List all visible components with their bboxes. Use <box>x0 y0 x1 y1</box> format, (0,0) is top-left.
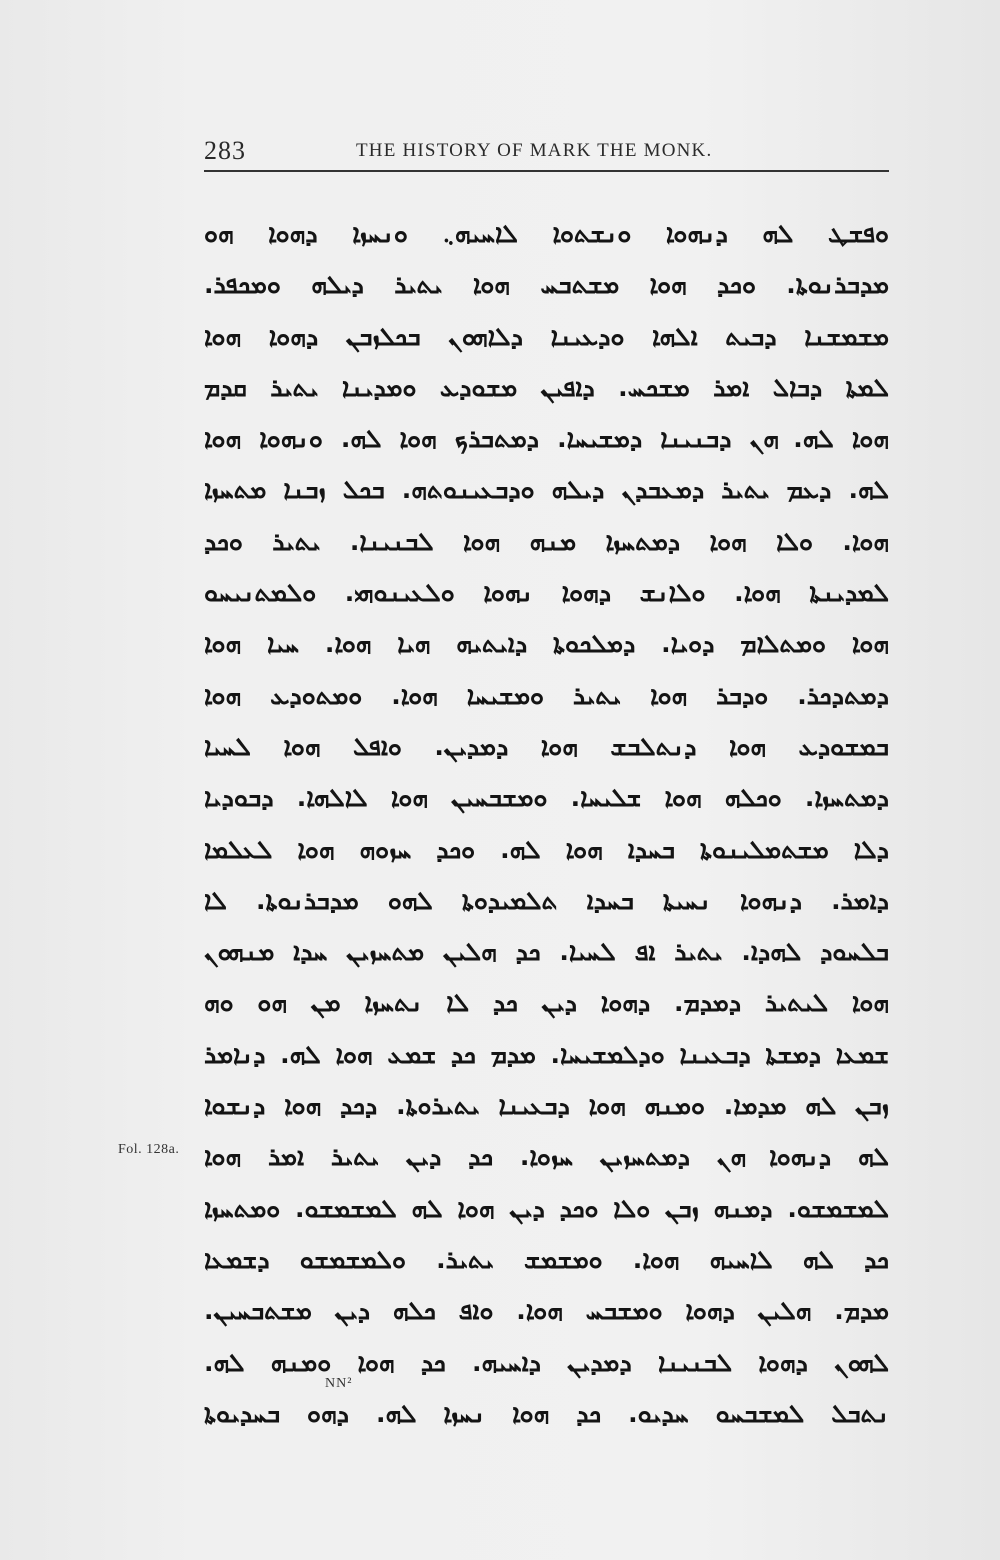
text-line: ܠܗ ܕܢܗܘܐ ܗܢ ܕܡܬܚܙܝܢ ܚܙܘܐ. ܟܕ ܕܝܢ ܝܬܝܪ ܐܡܪ ܗܘܐ <box>204 1142 889 1172</box>
text-line: ܡܫܡܫܢܐ ܕܒܝܬ ܐܠܗܐ ܘܕܥܝܢܐ ܕܠܐܗܘܢ ܒܟܠܙܒܢ ܕܗܘܐ ܗܘܐ <box>204 321 889 351</box>
text-line: ܙܒܢ ܠܗ ܡܕܡܐ. ܘܡܢܗ ܗܘܐ ܕܒܥܝܢܐ ܝܬܝܪܘܬܐ. ܕܟܕ ܗܘܐ ܕܢܫܘܐ <box>204 1091 889 1121</box>
text-line: ܠܗ. ܕܥܡ ܝܬܝܪ ܕܡܥܒܕܢ ܕܝܠܗ ܘܕܒܥܝܢܘܬܗ. ܒܟܠ ܙܒܢܐ ܡܬܚܙܐ <box>204 475 889 505</box>
signature-mark: NN² <box>325 1376 353 1391</box>
text-line: ܗܘܐ ܘܡܬܠܐܡ ܕܘܝܐ. ܕܡܠܟܘܬܐ ܕܐܝܬܝܗ ܗܝܐ ܗܘܐ. ܚܝܐ ܗܘܐ <box>204 629 889 659</box>
text-line: ܫܡܥܐ ܕܡܫܬܐ ܕܒܥܝܢܐ ܘܕܠܡܫܝܚܐ. ܡܕܡ ܟܕ ܫܡܥ ܗܘܐ ܠܗ. ܕܢܐܡܪ <box>204 1039 889 1069</box>
text-line: ܡܕܡ. ܗܠܝܢ ܕܗܘܐ ܘܡܫܒܚ ܗܘܐ. ܘܐܦ ܟܠܗ ܕܝܢ ܡܫܬܒܚܝܢ. <box>204 1296 889 1326</box>
page-header <box>204 128 889 168</box>
text-line: ܒܠܚܘܕ ܠܗܕܐ. ܝܬܝܪ ܐܦ ܠܚܝܐ. ܟܕ ܗܠܝܢ ܡܬܚܙܝܢ ܚܕܐ ܡܢܗܘܢ <box>204 937 889 967</box>
text-line: ܕܡܬܚܙܐ. ܘܟܠܗ ܗܘܐ ܫܠܝܚܐ. ܘܡܫܒܚܝܢ ܗܘܐ ܠܐܠܗܐ. ܕܒܘܕܝܐ <box>204 783 889 813</box>
header-rule <box>204 170 889 172</box>
text-line: ܕܠܐ ܡܫܬܡܠܝܢܘܬܐ ܒܚܕܐ ܗܘܐ ܠܗ. ܘܟܕ ܚܙܘܗ ܗܘܐ ܠܥܠܡܐ <box>204 834 889 864</box>
text-line: ܠܡܬܐ ܕܒܐܠ ܐܡܪ ܡܫܟܚ. ܕܐܦܝܢ ܡܫܘܕܥ ܘܡܕܝܢܐ ܝܬܝܪ ܩܕܡ <box>204 372 889 402</box>
syriac-text-block <box>204 208 889 1439</box>
text-line: ܡܕܒܪܢܘܬܐ. ܘܟܕ ܗܘܐ ܡܫܬܒܚ ܗܘܐ ܝܬܝܪ ܕܝܠܗ ܘܡܟܦܪ. <box>204 270 889 300</box>
text-line: ܠܗܘܢ ܕܗܘܐ ܠܒܢܝܢܐ ܕܡܕܝܢ ܕܐܚܝܗ. ܟܕ ܗܘܐ ܘܡܢܗ ܠܗ. <box>204 1347 889 1377</box>
text-line: ܗܘܐ ܠܗ. ܗܢ ܕܒܢܝܢܐ ܕܡܫܝܚܐ. ܕܡܬܒܪܟ ܗܘܐ ܠܗ. ܘܢܗܘܐ ܗܘܐ <box>204 424 889 454</box>
text-line: ܠܡܫܡܫܘ. ܕܡܢܗ ܙܒܢ ܘܠܐ ܘܟܕ ܕܝܢ ܗܘܐ ܠܗ ܠܡܫܡܫܘ. ܘܡܬܚܙܐ <box>204 1193 889 1223</box>
text-line: ܕܡܬܕܟܪ. ܘܕܒܪ ܗܘܐ ܝܬܝܪ ܘܡܫܝܚܐ ܗܘܐ. ܘܡܬܘܕܥ ܗܘܐ <box>204 680 889 710</box>
text-line: ܗܘܐ. ܘܠܐ ܗܘܐ ܕܡܬܚܙܐ ܡܢܗ ܗܘܐ ܠܒܢܝܢܐ. ܝܬܝܪ ܘܟܕ <box>204 526 889 556</box>
text-line: ܠܡܕܝܢܬܐ ܗܘܐ. ܘܠܐܢܫ ܕܗܘܐ ܢܗܘܐ ܘܠܥܝܢܘܗܝ. ܘܠܡܬܢܝܚܘ <box>204 578 889 608</box>
text-line: ܟܕ ܠܗ ܠܐܚܝܗ ܗܘܐ. ܘܡܫܡܫ ܝܬܝܪ. ܘܠܡܫܡܫܘ ܕܫܡܥܐ <box>204 1244 889 1274</box>
text-line: ܒܡܫܘܕܥ ܗܘܐ ܕܢܬܠܒܫ ܗܘܐ ܕܡܕܝܢ. ܘܐܦܠ ܗܘܐ ܠܚܝܐ <box>204 731 889 761</box>
text-line: ܘܦܫܛ ܠܗ ܕܢܗܘܐ ܘܢܫܬܘܐ ܠܐܚܝܗ܆ ܘܢܚܙܐ ܕܗܘܐ ܗܘ <box>204 219 889 248</box>
text-line: ܕܐܡܪ. ܕܢܗܘܐ ܢܚܝܬܐ ܒܚܕܐ ܬܠܡܝܕܘܬܐ ܠܗܘ ܡܕܒܪܢܘܬܐ. ܠܐ <box>204 885 889 915</box>
folio-margin-note: Fol. 128a. <box>118 1142 180 1157</box>
text-line: ܢܬܒܠ ܠܡܫܒܚܘ ܚܕܝܘ. ܟܕ ܗܘܐ ܢܚܙܐ ܠܗ. ܕܗܘ ܒܚܕܝܘܬܐ <box>204 1398 889 1428</box>
running-title: THE HISTORY OF MARK THE MONK. <box>356 140 713 161</box>
page-number: 283 <box>204 136 246 165</box>
text-line: ܗܘܐ ܠܝܬܝܪ ܕܡܕܡ. ܕܗܘܐ ܕܝܢ ܟܕ ܠܐ ܢܬܚܙܐ ܡܢ ܗܘ ܘܗ <box>204 988 889 1018</box>
